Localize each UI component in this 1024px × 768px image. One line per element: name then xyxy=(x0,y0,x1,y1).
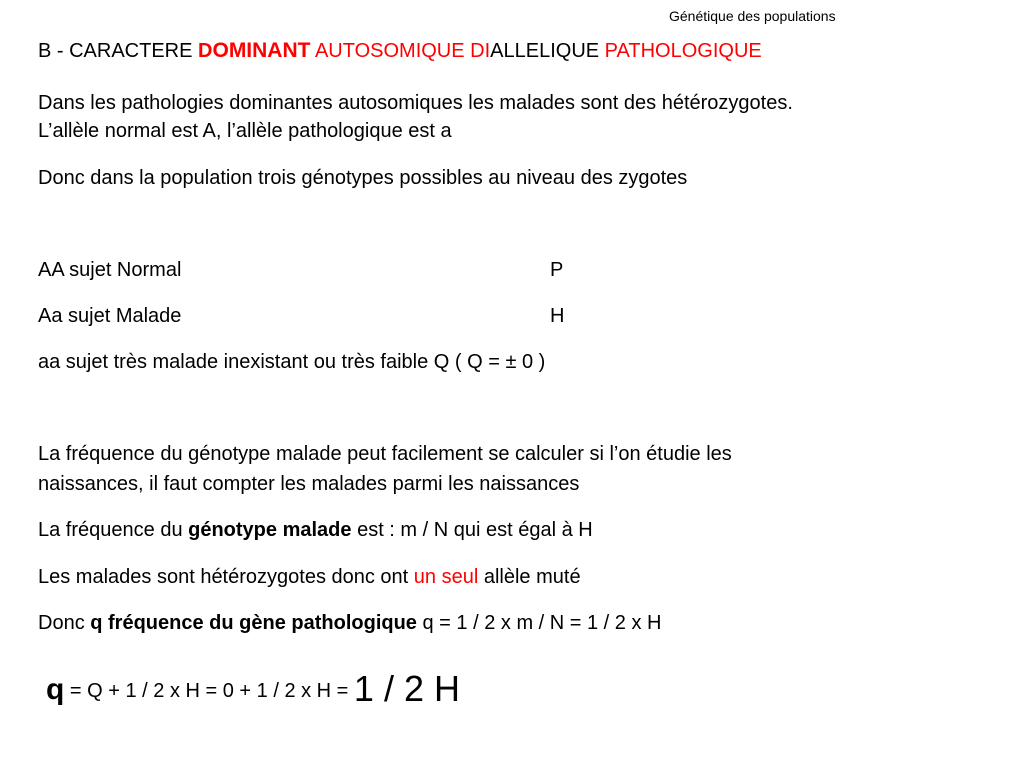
slide-header: Génétique des populations xyxy=(669,8,836,24)
intro-line-2: L’allèle normal est A, l’allèle pathologique est a xyxy=(38,120,452,142)
slide-title xyxy=(38,38,762,64)
frequency-line-1: La fréquence du génotype malade peut facilement se calculer si l’on étudie les xyxy=(38,443,732,465)
genotype-label: aa sujet très malade inexistant ou très faible Q ( Q = ± 0 ) xyxy=(38,351,546,373)
frequency-line-4-pre: Les malades sont hétérozygotes donc ont xyxy=(38,566,414,588)
frequency-line-3-post: est : m / N qui est égal à H xyxy=(351,519,593,541)
frequency-line-2: naissances, il faut compter les malades parmi les naissances xyxy=(38,473,580,495)
genotype-label: AA sujet Normal xyxy=(38,259,182,281)
gene-frequency-emphasis: q fréquence du gène pathologique xyxy=(90,612,417,634)
final-equation-body: = Q + 1 / 2 x H = 0 + 1 / 2 x H = xyxy=(64,680,354,702)
title-dominant-d: D xyxy=(198,40,213,62)
intro-line-3: Donc dans la population trois génotypes possibles au niveau des zygotes xyxy=(38,167,688,189)
title-allelique: ALLELIQUE xyxy=(490,40,605,62)
genotype-row-aa-normal xyxy=(38,257,638,283)
title-di: DI xyxy=(470,40,491,62)
final-result: 1 / 2 H xyxy=(353,668,460,709)
frequency-line-4-post: allèle muté xyxy=(478,566,581,588)
title-dominant-rest: OMINANT xyxy=(212,39,311,62)
frequency-line-3 xyxy=(38,517,593,543)
genotype-row-aa-tres-malade xyxy=(38,349,545,375)
genotype-label: Aa sujet Malade xyxy=(38,305,182,327)
frequency-line-5-post: q = 1 / 2 x m / N = 1 / 2 x H xyxy=(416,612,662,634)
genotype-symbol: P xyxy=(550,259,564,281)
final-q-symbol: q xyxy=(46,673,65,706)
frequency-line-5-pre: Donc xyxy=(38,612,91,634)
genotype-symbol: H xyxy=(550,305,565,327)
title-prefix: B - CARACTERE xyxy=(38,40,199,62)
title-pathologique: PATHOLOGIQUE xyxy=(604,40,762,62)
frequency-line-4 xyxy=(38,564,581,590)
genotype-malade-emphasis: génotype malade xyxy=(188,519,352,541)
title-autosomique: AUTOSOMIQUE xyxy=(310,40,471,62)
intro-line-1: Dans les pathologies dominantes autosomiques les malades sont des hétérozygotes. xyxy=(38,92,793,114)
frequency-line-5 xyxy=(38,610,661,636)
un-seul-emphasis: un seul xyxy=(413,566,479,588)
final-equation xyxy=(46,669,460,711)
genotype-row-aa-malade xyxy=(38,303,638,329)
frequency-line-3-pre: La fréquence du xyxy=(38,519,189,541)
